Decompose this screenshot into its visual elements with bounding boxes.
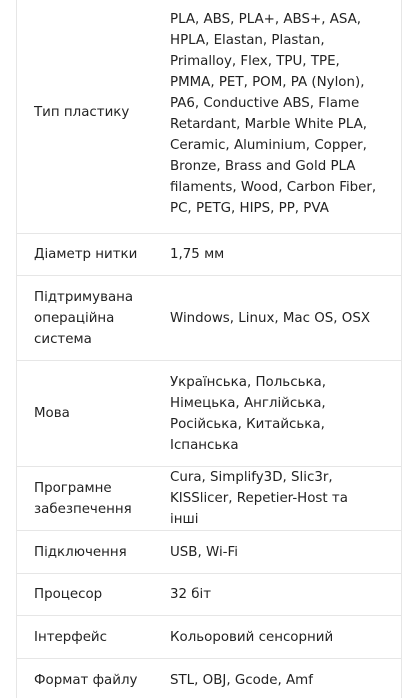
spec-value: STL, OBJ, Gcode, Amf xyxy=(170,672,313,688)
spec-label: Підключення xyxy=(34,544,127,560)
spec-value: Українська, Польська, Німецька, Англійська, Російська, Китайська, Іспанська xyxy=(170,374,327,453)
spec-row-supported-os xyxy=(17,276,401,361)
spec-label: Тип пластику xyxy=(34,105,130,120)
spec-label: Інтерфейс xyxy=(34,629,107,645)
spec-value: 1,75 мм xyxy=(170,247,225,262)
spec-value: Windows, Linux, Mac OS, OSX xyxy=(170,310,371,326)
spec-label: Програмне забезпечення xyxy=(34,480,132,517)
spec-label: Діаметр нитки xyxy=(34,247,138,262)
spec-row-file-format xyxy=(17,659,401,698)
spec-label: Підтримувана операційна система xyxy=(34,289,134,347)
spec-row-connectivity xyxy=(17,531,401,574)
spec-row-software xyxy=(17,467,401,531)
spec-value: Cura, Simplify3D, Slic3r, KISSlicer, Repetier-Host та інші xyxy=(170,470,348,527)
spec-label: Процесор xyxy=(34,587,103,602)
spec-label: Мова xyxy=(34,406,70,421)
spec-row-processor xyxy=(17,574,401,616)
spec-row-plastic-type xyxy=(17,0,401,234)
spec-row-interface xyxy=(17,616,401,659)
spec-value: PLA, ABS, PLA+, ABS+, ASA, HPLA, Elastan, Plastan, Primalloy, Flex, TPU, TPE, PMMA, PET, POM, PA (Nylon), PA6, Conductive ABS, Flame Retardant, Marble White PLA, Ceramic, Aluminium, Copper, Bronze, Brass and Gold PLA filaments, Wood, Carbon Fiber, PC, PETG, HIPS, PP, PVA xyxy=(170,11,377,216)
specs-table xyxy=(16,0,402,698)
spec-row-language xyxy=(17,361,401,467)
spec-label: Формат файлу xyxy=(34,672,138,688)
spec-value: Кольоровий сенсорний xyxy=(170,629,334,645)
spec-value: 32 біт xyxy=(170,587,212,602)
spec-value: USB, Wi-Fi xyxy=(170,544,238,560)
spec-row-filament-diameter xyxy=(17,234,401,276)
